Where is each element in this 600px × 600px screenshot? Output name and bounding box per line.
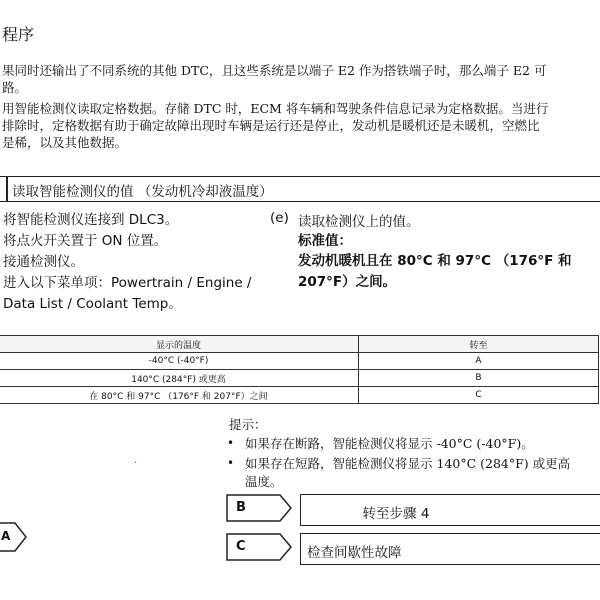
standard-value-line-2: 207°F）之间。 (298, 274, 397, 290)
bullet-icon: • (227, 436, 235, 450)
step-header-label: 读取智能检测仪的值 （发动机冷却液温度） (12, 184, 273, 200)
standard-label: 标准值： (298, 233, 352, 249)
hint-bullet-2: 如果存在短路，智能检测仪将显示 140°C (284°F) 或更高 (245, 456, 571, 471)
table-cell-goto: C (359, 387, 599, 404)
result-b-text: 转至步骤 4 (362, 506, 430, 522)
hint-title: 提示： (229, 417, 267, 432)
table-cell-temp: -40°C (-40°F) (0, 353, 359, 370)
intro-line-2: 路。 (2, 80, 28, 95)
result-a-label: A (1, 529, 11, 543)
table-row (0, 387, 599, 404)
table-cell-goto: A (359, 353, 599, 370)
intro-line-1: 果同时还输出了不同系统的其他 DTC，且这些系统是以端子 E2 作为搭铁端子时，那么端子 E2 可 (2, 63, 547, 78)
bullet-icon: • (227, 456, 235, 470)
page-title: 程序 (2, 25, 35, 44)
standard-value-line-1: 发动机暖机且在 80°C 和 97°C （176°F 和 (298, 253, 572, 269)
stray-mark: · (134, 458, 138, 469)
table-header-goto: 转至 (359, 336, 599, 353)
step-header (0, 176, 600, 202)
procedure-step-a: 将智能检测仪连接到 DLC3。 (3, 212, 179, 228)
table-cell-goto: B (359, 370, 599, 387)
result-c-label: C (236, 539, 246, 554)
result-c-box[interactable] (300, 533, 600, 565)
result-table (0, 335, 599, 404)
procedure-step-d: 进入以下菜单项：Powertrain / Engine / (3, 275, 252, 291)
procedure-e-marker: (e) (270, 210, 289, 226)
table-header-temp: 显示的温度 (0, 336, 359, 353)
hint-bullet-1: 如果存在断路，智能检测仪将显示 -40°C (-40°F)。 (245, 436, 534, 451)
result-b-label: B (236, 500, 246, 515)
procedure-e-text: 读取检测仪上的值。 (298, 214, 420, 230)
procedure-step-c: 接通检测仪。 (3, 254, 84, 270)
table-cell-temp: 在 80°C 和 97°C （176°F 和 207°F）之间 (0, 387, 359, 404)
intro-line-4: 排除时，定格数据有助于确定故障出现时车辆是运行还是停止，发动机是暖机还是未暖机，空燃比 (2, 118, 540, 133)
hint-bullet-2-cont: 温度。 (245, 474, 283, 489)
procedure-step-b: 将点火开关置于 ON 位置。 (3, 233, 168, 249)
result-b-box[interactable] (300, 494, 600, 526)
intro-line-5: 是稀，以及其他数据。 (2, 135, 128, 150)
intro-line-3: 用智能检测仪读取定格数据。存储 DTC 时，ECM 将车辆和驾驶条件信息记录为定格数据。当进行 (2, 101, 549, 116)
table-row (0, 353, 599, 370)
table-cell-temp: 140°C (284°F) 或更高 (0, 370, 359, 387)
result-c-text: 检查间歇性故障 (307, 545, 402, 561)
procedure-step-d-cont: Data List / Coolant Temp。 (3, 296, 182, 312)
step-header-divider (6, 177, 8, 201)
table-row (0, 370, 599, 387)
table-header-row (0, 336, 599, 353)
